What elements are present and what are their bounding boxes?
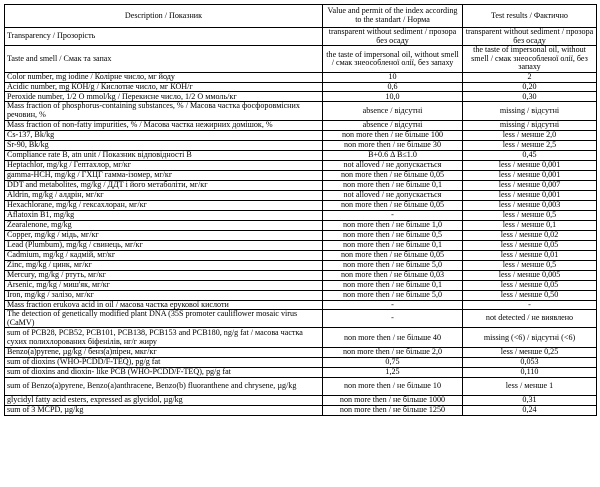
description-cell: Mass fraction of non-fatty impurities, % / Масова частка нежирних домішок, % <box>5 120 323 130</box>
description-cell: sum of 3 MCPD, µg/kg <box>5 405 323 415</box>
description-cell: Mass fraction erukova acid in oil / масова частка ерукової кислоти <box>5 300 323 310</box>
description-cell: Hexachlorane, mg/kg / гексахлоран, мг/кг <box>5 200 323 210</box>
description-cell: Lead (Plumbum), mg/kg / свинець, мг/кг <box>5 240 323 250</box>
table-row <box>5 120 597 130</box>
norm-cell: - <box>323 310 463 328</box>
norm-cell: B+0.6 Δ B≤1.0 <box>323 150 463 160</box>
description-cell: DDT and metabolites, mg/kg / ДДТ і його метаболіти, мг/кг <box>5 180 323 190</box>
description-cell: sum of PCB28, PCB52, PCB101, PCB138, PCB153 and PCB180, ng/g fat / масова частка сухих полихлорованих біфенілів, нг/г жиру <box>5 328 323 348</box>
result-cell: less / менше 0,50 <box>463 290 597 300</box>
description-cell: Transparency / Прозорість <box>5 28 323 46</box>
result-cell: less / менше 0,001 <box>463 170 597 180</box>
result-cell: 0,24 <box>463 405 597 415</box>
result-cell: 0,31 <box>463 395 597 405</box>
result-cell: not detected / не виявлено <box>463 310 597 328</box>
result-cell: 0,053 <box>463 357 597 367</box>
result-cell: - <box>463 300 597 310</box>
description-cell: Arsenic, mg/kg / миш'як, мг/кг <box>5 280 323 290</box>
result-cell: less / менше 0,02 <box>463 230 597 240</box>
result-cell: missing / відсутні <box>463 120 597 130</box>
header-norm: Value and permit of the index according to the standart / Норма <box>323 5 463 28</box>
description-cell: Aldrin, mg/kg / алдрін, мг/кг <box>5 190 323 200</box>
result-cell: less / менше 0,1 <box>463 220 597 230</box>
table-row <box>5 290 597 300</box>
description-cell: Iron, mg/kg / залізо, мг/кг <box>5 290 323 300</box>
result-cell: less / менше 0,5 <box>463 210 597 220</box>
description-cell: sum of dioxins and dioxin- like PCB (WHO-PCDD/F-TEQ), pg/g fat <box>5 367 323 377</box>
result-cell: missing / відсутні <box>463 102 597 120</box>
result-cell: less / менше 0,01 <box>463 250 597 260</box>
norm-cell: non more then / не більше 100 <box>323 130 463 140</box>
table-row <box>5 210 597 220</box>
table-row <box>5 377 597 395</box>
norm-cell: non more then / не більше 0,05 <box>323 250 463 260</box>
result-cell: missing (<6) / відсутні (<6) <box>463 328 597 348</box>
norm-cell: non more then / не більше 5,0 <box>323 260 463 270</box>
norm-cell: non more then / не більше 2,0 <box>323 348 463 358</box>
table-row <box>5 280 597 290</box>
table-row <box>5 328 597 348</box>
norm-cell: 10 <box>323 73 463 83</box>
description-cell: Zearalenone, mg/kg <box>5 220 323 230</box>
description-cell: Sr-90, Bk/kg <box>5 140 323 150</box>
table-row <box>5 73 597 83</box>
table-row <box>5 240 597 250</box>
table-row <box>5 102 597 120</box>
result-cell: less / менше 0,001 <box>463 190 597 200</box>
result-cell: less / менше 0,003 <box>463 200 597 210</box>
description-cell: Taste and smell / Смак та запах <box>5 46 323 73</box>
table-row <box>5 220 597 230</box>
description-cell: Mercury, mg/kg / ртуть, мг/кг <box>5 270 323 280</box>
description-cell: Benzo(a)pyrene, µg/kg / бенз(а)пірен, мкг/кг <box>5 348 323 358</box>
norm-cell: non more then / не більше 0,1 <box>323 180 463 190</box>
norm-cell: non more then / не більше 0,1 <box>323 240 463 250</box>
table-row <box>5 92 597 102</box>
result-cell: less / менше 0,05 <box>463 240 597 250</box>
norm-cell: non more then / не більше 0,03 <box>323 270 463 280</box>
table-row <box>5 82 597 92</box>
description-cell: sum of Benzo(a)pyrene, Benzo(a)anthracene, Benzo(b) fluoranthene and chrysene, µg/kg <box>5 377 323 395</box>
table-row <box>5 200 597 210</box>
norm-cell: non more then / не більше 0,5 <box>323 230 463 240</box>
description-cell: Cs-137, Bk/kg <box>5 130 323 140</box>
result-cell: less / менше 0,001 <box>463 160 597 170</box>
norm-cell: transparent without sediment / прозора без осаду <box>323 28 463 46</box>
description-cell: gamma-HCH, mg/kg / ГХЦГ гамма-ізомер, мг/кг <box>5 170 323 180</box>
description-cell: Aflatoxin B1, mg/kg <box>5 210 323 220</box>
norm-cell: 1,25 <box>323 367 463 377</box>
table-row <box>5 395 597 405</box>
norm-cell: non more then / не більше 40 <box>323 328 463 348</box>
norm-cell: non more then / не більше 0,05 <box>323 200 463 210</box>
description-cell: Color number, mg iodine / Колірне число, мг йоду <box>5 73 323 83</box>
table-row <box>5 348 597 358</box>
norm-cell: non more then / не більше 10 <box>323 377 463 395</box>
table-row <box>5 367 597 377</box>
table-row <box>5 270 597 280</box>
results-table <box>4 4 597 416</box>
description-cell: Cadmium, mg/kg / кадмій, мг/кг <box>5 250 323 260</box>
result-cell: 0,30 <box>463 92 597 102</box>
description-cell: Peroxide number, 1/2 O mmol/kg / Перекисне число, 1/2 O ммоль/кг <box>5 92 323 102</box>
result-cell: less / менше 2,5 <box>463 140 597 150</box>
table-row <box>5 160 597 170</box>
description-cell: Mass fraction of phosphorus-containing substances, % / Масова частка фосфоровмісних речовин, % <box>5 102 323 120</box>
description-cell: Compliance rate B, atn unit / Показник відповідності B <box>5 150 323 160</box>
norm-cell: non more then / не більше 0,1 <box>323 280 463 290</box>
description-cell: Zinc, mg/kg / цинк, мг/кг <box>5 260 323 270</box>
table-row <box>5 130 597 140</box>
description-cell: Heptachlor, mg/kg / Гептахлор, мг/кг <box>5 160 323 170</box>
norm-cell: absence / відсутні <box>323 120 463 130</box>
norm-cell: non more then / не більше 1,0 <box>323 220 463 230</box>
header-description: Description / Показник <box>5 5 323 28</box>
norm-cell: non more then / не більше 0,05 <box>323 170 463 180</box>
norm-cell: not alloved / не допускається <box>323 190 463 200</box>
table-row <box>5 300 597 310</box>
table-row <box>5 28 597 46</box>
norm-cell: non more then / не більше 1000 <box>323 395 463 405</box>
table-row <box>5 230 597 240</box>
norm-cell: not alloved / не допускається <box>323 160 463 170</box>
table-row <box>5 250 597 260</box>
result-cell: less / менше 0,005 <box>463 270 597 280</box>
table-row <box>5 357 597 367</box>
result-cell: less / менше 0,5 <box>463 260 597 270</box>
norm-cell: non more then / не більше 5,0 <box>323 290 463 300</box>
result-cell: transparent without sediment / прозора без осаду <box>463 28 597 46</box>
table-row <box>5 170 597 180</box>
table-row <box>5 190 597 200</box>
table-row <box>5 46 597 73</box>
norm-cell: non more then / не більше 30 <box>323 140 463 150</box>
table-row <box>5 405 597 415</box>
norm-cell: 0,6 <box>323 82 463 92</box>
table-row <box>5 180 597 190</box>
norm-cell: non more then / не більше 1250 <box>323 405 463 415</box>
result-cell: 0,45 <box>463 150 597 160</box>
norm-cell: 0,75 <box>323 357 463 367</box>
header-row <box>5 5 597 28</box>
result-cell: 0,20 <box>463 82 597 92</box>
norm-cell: - <box>323 210 463 220</box>
result-cell: 0,110 <box>463 367 597 377</box>
norm-cell: 10,0 <box>323 92 463 102</box>
description-cell: glycidyl fatty acid esters, expressed as glycidol, µg/kg <box>5 395 323 405</box>
description-cell: Copper, mg/kg / мідь, мг/кг <box>5 230 323 240</box>
header-result: Test results / Фактично <box>463 5 597 28</box>
norm-cell: absence / відсутні <box>323 102 463 120</box>
table-row <box>5 140 597 150</box>
result-cell: less / менше 0,05 <box>463 280 597 290</box>
description-cell: The detection of genetically modified plant DNA (35S promoter cauliflower mosaic virus (CaMV) <box>5 310 323 328</box>
description-cell: sum of dioxins (WHO-PCDD/F-TEQ), pg/g fat <box>5 357 323 367</box>
result-cell: less / менше 2,0 <box>463 130 597 140</box>
table-row <box>5 150 597 160</box>
norm-cell: the taste of impersonal oil, without smell / смак знеособленої олії, без запаху <box>323 46 463 73</box>
result-cell: less / менше 1 <box>463 377 597 395</box>
description-cell: Acidic number, mg КОН/g / Кислотне число, мг КОН/г <box>5 82 323 92</box>
table-row <box>5 260 597 270</box>
result-cell: the taste of impersonal oil, without smell / смак знеособленої олії, без запаху <box>463 46 597 73</box>
result-cell: less / менше 0,007 <box>463 180 597 190</box>
result-cell: 2 <box>463 73 597 83</box>
norm-cell: - <box>323 300 463 310</box>
table-row <box>5 310 597 328</box>
result-cell: less / менше 0,25 <box>463 348 597 358</box>
